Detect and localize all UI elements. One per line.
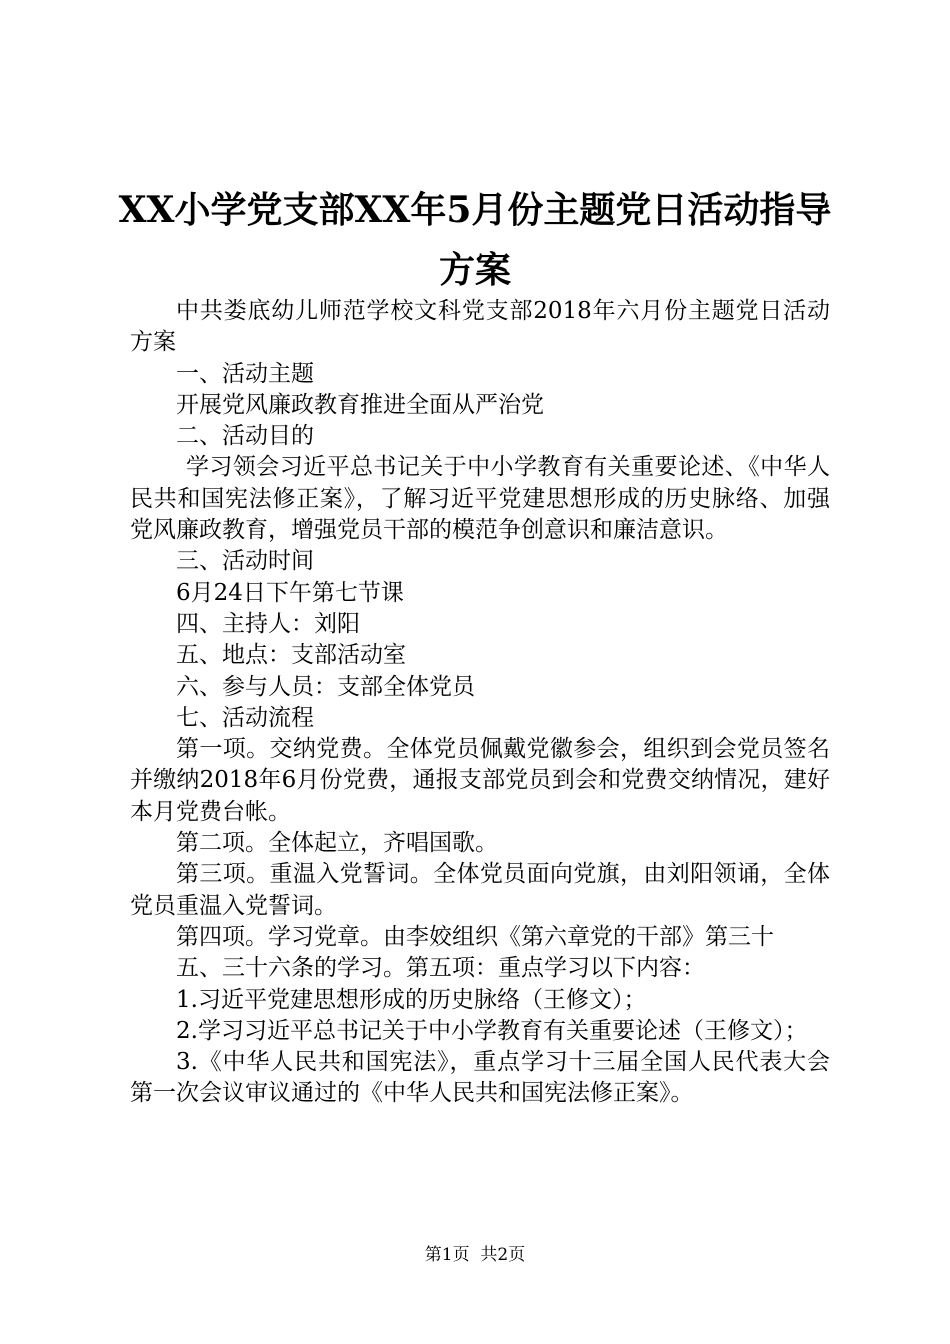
paragraph-section-7-heading: 七、活动流程 <box>176 704 314 731</box>
document-title-line-2: 方案 <box>438 249 511 291</box>
paragraph-step-4-continued: 五、三十六条的学习。第五项：重点学习以下内容： <box>176 955 705 982</box>
paragraph-step-4: 第四项。学习党章。由李姣组织《第六章党的干部》第三十 <box>176 923 774 950</box>
paragraph-section-6: 六、参与人员：支部全体党员 <box>176 673 475 700</box>
paragraph-study-item-3: 3.《中华人民共和国宪法》，重点学习十三届全国人民代表大会第一次会议审议通过的《中华人民共和国宪法修正案》。 <box>130 1049 830 1107</box>
paragraph-section-2-heading: 二、活动目的 <box>176 423 314 450</box>
page-number-label: 第1页 共2页 <box>424 1245 526 1265</box>
paragraph-section-5: 五、地点：支部活动室 <box>176 642 406 669</box>
paragraph-study-item-1: 1.习近平党建思想形成的历史脉络（王修文）； <box>176 986 647 1013</box>
paragraph-step-1: 第一项。交纳党费。全体党员佩戴党徽参会，组织到会党员签名并缴纳2018年6月份党费，通报支部党员到会和党费交纳情况，建好本月党费台帐。 <box>130 736 830 825</box>
paragraph-section-2-content: 学习领会习近平总书记关于中小学教育有关重要论述、《中华人民共和国宪法修正案》，了解习近平党建思想形成的历史脉络、加强党风廉政教育，增强党员干部的模范争创意识和廉洁意识。 <box>130 454 830 544</box>
document-title-line-1: XX小学党支部XX年5月份主题党日活动指导 <box>118 189 832 231</box>
page-footer <box>0 1245 950 1265</box>
document-body <box>130 296 830 1110</box>
paragraph-study-item-2: 2.学习习近平总书记关于中小学教育有关重要论述（王修文）； <box>176 1017 808 1044</box>
paragraph-section-3-heading: 三、活动时间 <box>176 548 314 575</box>
paragraph-section-1-content: 开展党风廉政教育推进全面从严治党 <box>176 391 544 418</box>
paragraph-section-1-heading: 一、活动主题 <box>176 360 314 387</box>
paragraph-step-3: 第三项。重温入党誓词。全体党员面向党旗，由刘阳领诵，全体党员重温入党誓词。 <box>130 861 830 919</box>
paragraph-intro: 中共娄底幼儿师范学校文科党支部2018年六月份主题党日活动方案 <box>130 298 830 356</box>
paragraph-section-3-content: 6月24日下午第七节课 <box>176 579 404 606</box>
paragraph-section-4: 四、主持人：刘阳 <box>176 610 360 637</box>
paragraph-step-2: 第二项。全体起立，齐唱国歌。 <box>176 830 498 857</box>
